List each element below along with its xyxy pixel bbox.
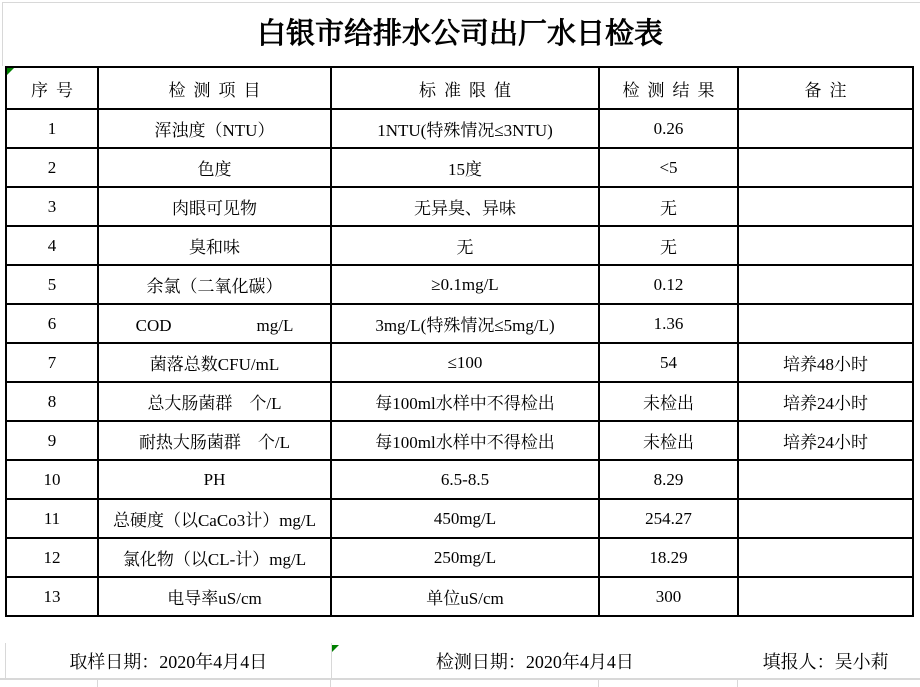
- header-limit: 标准限值: [331, 67, 599, 109]
- header-note: 备注: [738, 67, 913, 109]
- cell-note: [738, 187, 913, 226]
- table-row: [6, 382, 913, 421]
- excel-error-triangle-icon: [7, 68, 14, 75]
- table-row: [6, 187, 913, 226]
- sheet-gridline-stub: [737, 680, 738, 687]
- test-date: 检测日期：2020年4月4日: [331, 643, 739, 678]
- reporter: 填报人：吴小莉: [762, 651, 889, 672]
- cell-item: 余氯（二氧化碳）: [98, 265, 331, 304]
- cell-seq: 4: [6, 226, 98, 265]
- cell-limit: 无: [331, 226, 599, 265]
- cell-limit: 3mg/L(特殊情况≤5mg/L): [331, 304, 599, 343]
- cell-limit: 15度: [331, 148, 599, 187]
- cell-limit: 每100ml水样中不得检出: [331, 421, 599, 460]
- cell-item: 总大肠菌群 个/L: [98, 382, 331, 421]
- table-row: [6, 148, 913, 187]
- cell-limit: 每100ml水样中不得检出: [331, 382, 599, 421]
- cell-result: 1.36: [599, 304, 738, 343]
- cell-limit: 250mg/L: [331, 538, 599, 577]
- header-result: 检测结果: [599, 67, 738, 109]
- header-item: 检测项目: [98, 67, 331, 109]
- cell-seq: 3: [6, 187, 98, 226]
- cell-seq: 10: [6, 460, 98, 499]
- cell-result: 254.27: [599, 499, 738, 538]
- cell-item: COD mg/L: [98, 304, 331, 343]
- cell-item: 臭和味: [98, 226, 331, 265]
- cell-result: 未检出: [599, 382, 738, 421]
- cell-result: 0.12: [599, 265, 738, 304]
- cell-seq: 7: [6, 343, 98, 382]
- sheet-gridline-bottom: [0, 678, 920, 680]
- cell-note: 培养24小时: [738, 421, 913, 460]
- table-row: [6, 343, 913, 382]
- cell-seq: 2: [6, 148, 98, 187]
- table-row: [6, 265, 913, 304]
- cell-item: 总硬度（以CaCo3计）mg/L: [98, 499, 331, 538]
- cell-limit: ≥0.1mg/L: [331, 265, 599, 304]
- cell-limit: 无异臭、异味: [331, 187, 599, 226]
- table-row: [6, 109, 913, 148]
- cell-item: 菌落总数CFU/mL: [98, 343, 331, 382]
- cell-limit: ≤100: [331, 343, 599, 382]
- cell-result: 8.29: [599, 460, 738, 499]
- cell-item: 电导率uS/cm: [98, 577, 331, 616]
- cell-seq: 1: [6, 109, 98, 148]
- excel-error-triangle-icon: [332, 645, 339, 652]
- inspection-table: [5, 66, 914, 617]
- cell-note: 培养24小时: [738, 382, 913, 421]
- cell-note: [738, 577, 913, 616]
- cell-result: 未检出: [599, 421, 738, 460]
- table-row: [6, 577, 913, 616]
- sheet-gridline-stub: [97, 680, 98, 687]
- table-row: [6, 460, 913, 499]
- cell-result: <5: [599, 148, 738, 187]
- sampling-date: 取样日期：2020年4月4日: [69, 651, 268, 672]
- cell-seq: 13: [6, 577, 98, 616]
- cell-item: 氯化物（以CL-计）mg/L: [98, 538, 331, 577]
- table-row: [6, 304, 913, 343]
- cell-limit: 单位uS/cm: [331, 577, 599, 616]
- cell-note: [738, 226, 913, 265]
- cell-result: 18.29: [599, 538, 738, 577]
- table-row: [6, 226, 913, 265]
- cell-seq: 11: [6, 499, 98, 538]
- cell-result: 无: [599, 226, 738, 265]
- cell-note: 培养48小时: [738, 343, 913, 382]
- cell-result: 无: [599, 187, 738, 226]
- cell-note: [738, 538, 913, 577]
- cell-result: 300: [599, 577, 738, 616]
- cell-seq: 6: [6, 304, 98, 343]
- sheet-gridline-stub: [598, 680, 599, 687]
- cell-note: [738, 460, 913, 499]
- cell-seq: 12: [6, 538, 98, 577]
- table-header-row: [6, 67, 913, 109]
- table-row: [6, 538, 913, 577]
- cell-seq: 8: [6, 382, 98, 421]
- cell-note: [738, 265, 913, 304]
- table-row: [6, 499, 913, 538]
- cell-note: [738, 109, 913, 148]
- cell-item: 肉眼可见物: [98, 187, 331, 226]
- cell-limit: 6.5-8.5: [331, 460, 599, 499]
- header-seq: 序号: [6, 67, 98, 109]
- cell-seq: 5: [6, 265, 98, 304]
- cell-result: 54: [599, 343, 738, 382]
- cell-limit: 1NTU(特殊情况≤3NTU): [331, 109, 599, 148]
- sheet-gridline-stub: [330, 680, 331, 687]
- cell-item: 浑浊度（NTU）: [98, 109, 331, 148]
- sheet-gridline-top: [2, 2, 920, 3]
- cell-item: PH: [98, 460, 331, 499]
- table-row: [6, 421, 913, 460]
- cell-note: [738, 304, 913, 343]
- cell-note: [738, 499, 913, 538]
- cell-note: [738, 148, 913, 187]
- cell-limit: 450mg/L: [331, 499, 599, 538]
- cell-result: 0.26: [599, 109, 738, 148]
- table-footer: [5, 643, 913, 678]
- cell-item: 耐热大肠菌群 个/L: [98, 421, 331, 460]
- page-title: 白银市给排水公司出厂水日检表: [256, 18, 663, 50]
- cell-seq: 9: [6, 421, 98, 460]
- cell-item: 色度: [98, 148, 331, 187]
